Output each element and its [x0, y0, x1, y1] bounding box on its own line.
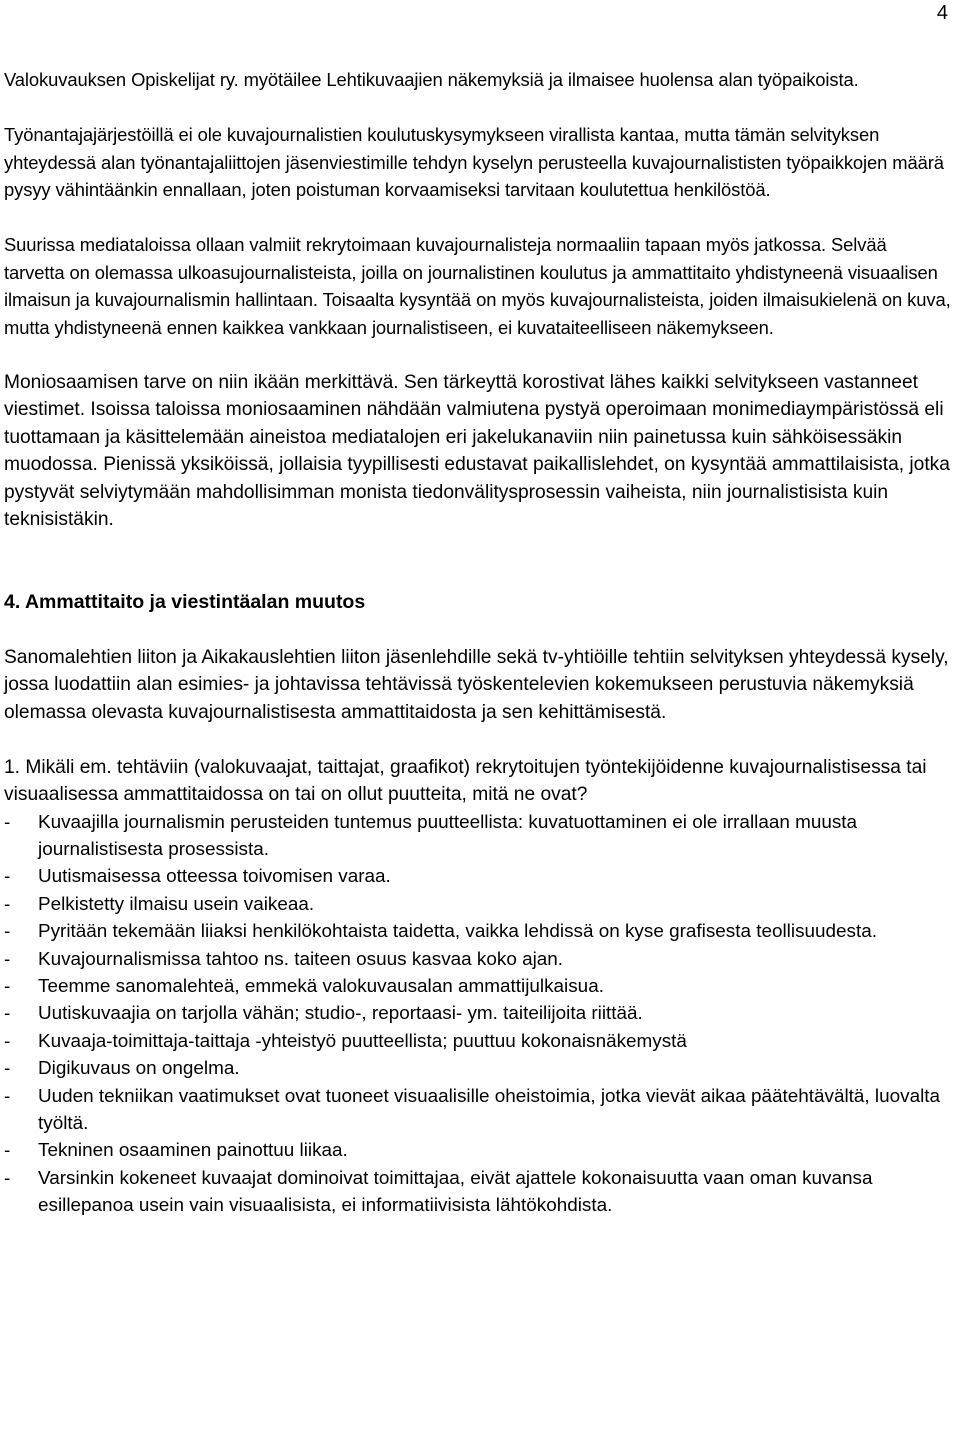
list-item	[4, 1028, 952, 1055]
list-dash: -	[4, 1085, 11, 1107]
list-item-text: Tekninen osaaminen painottuu liikaa.	[38, 1140, 348, 1162]
list-item-text: Uuden tekniikan vaatimukset ovat tuoneet visuaalisille oheistoimia, jotka vievät aikaa päätehtävältä, luovalta työltä.	[38, 1085, 941, 1134]
paragraph-students-association: Valokuvauksen Opiskelijat ry. myötäilee Lehtikuvaajien näkemyksiä ja ilmaisee huolensa alan työpaikoista.	[4, 69, 859, 90]
list-item-text: Kuvajournalismissa tahtoo ns. taiteen osuus kasvaa koko ajan.	[38, 948, 564, 970]
list-item	[4, 809, 952, 864]
list-dash: -	[4, 1003, 11, 1025]
list-item-text: Kuvaaja-toimittaja-taittaja -yhteistyö puutteellista; puuttuu kokonaisnäkemystä	[38, 1030, 687, 1052]
list-dash: -	[4, 811, 11, 833]
paragraph-large-media-houses: Suurissa mediataloissa ollaan valmiit rekrytoimaan kuvajournalisteja normaaliin tapaan myös jatkossa. Selvää tarvetta on olemassa ulkoasujournalisteista, joilla on journalistinen koulutus ja ammattitaito yhdistyneenä visuaalisen ilmaisun ja kuvajournalismin hallintaan. Toisaalta kysyntää on myös kuvajournalisteista, joiden ilmaisukielenä on kuva, mutta yhdistyneenä ennen kaikkea vankkaan journalistiseen, ei kuvataiteelliseen näkemykseen.	[4, 234, 951, 338]
list-dash: -	[4, 1058, 11, 1080]
list-item-text: Digikuvaus on ongelma.	[38, 1058, 240, 1080]
list-item	[4, 918, 952, 945]
list-item	[4, 1083, 952, 1138]
answers-list	[4, 809, 952, 1220]
list-item	[4, 1165, 952, 1220]
document-body	[4, 66, 952, 1220]
list-item-text: Uutismaisessa otteessa toivomisen varaa.	[38, 866, 391, 888]
list-item	[4, 946, 952, 973]
list-item-text: Kuvaajilla journalismin perusteiden tuntemus puutteellista: kuvatuottaminen ei ole irrallaan muusta journalistisesta prosessista.	[38, 811, 858, 860]
list-item-text: Varsinkin kokeneet kuvaajat dominoivat toimittajaa, eivät ajattele kokonaisuutta vaan oman kuvansa esillepanoa usein vain visuaalisista, ei informatiivisista lähtökohdista.	[38, 1167, 873, 1217]
list-item-text: Uutiskuvaajia on tarjolla vähän; studio-, reportaasi- ym. taiteilijoita riittää.	[38, 1003, 643, 1025]
list-item-text: Pelkistetty ilmaisu usein vaikeaa.	[38, 893, 315, 915]
list-dash: -	[4, 1167, 11, 1189]
list-item-text: Pyritään tekemään liiaksi henkilökohtaista taidetta, vaikka lehdissä on kyse grafisesta teollisuudesta.	[38, 921, 877, 943]
list-dash: -	[4, 1140, 11, 1162]
list-dash: -	[4, 921, 11, 943]
list-item	[4, 1055, 952, 1082]
list-item	[4, 863, 952, 890]
list-dash: -	[4, 948, 11, 970]
section-heading: 4. Ammattitaito ja viestintäalan muutos	[4, 590, 366, 613]
paragraph-multiskilling: Moniosaamisen tarve on niin ikään merkittävä. Sen tärkeyttä korostivat lähes kaikki selvitykseen vastanneet viestimet. Isoissa taloissa moniosaaminen nähdään valmiutena pystyä operoimaan monimediaympäristössä eli tuottamaan ja käsittelemään aineistoa mediatalojen eri jakelukanaviin niin painetussa kuin sähköisessäkin muodossa. Pienissä yksiköissä, jollaisia tyypillisesti edustavat paikallislehdet, on kysyntää ammattilaisista, jotka pystyvät selviytymään mahdollisimman monista tiedonvälitysprosessin vaiheista, niin journalistisista kuin teknisistäkin.	[4, 371, 950, 530]
list-dash: -	[4, 893, 11, 915]
list-item-text: Teemme sanomalehteä, emmekä valokuvausalan ammattijulkaisua.	[38, 975, 604, 997]
list-item	[4, 1137, 952, 1164]
list-item	[4, 891, 952, 918]
survey-question: 1. Mikäli em. tehtäviin (valokuvaajat, taittajat, graafikot) rekrytoitujen työntekijöidenne kuvajournalistisessa tai visuaalisessa ammattitaidossa on tai on ollut puutteita, mitä ne ovat?	[4, 756, 927, 805]
list-dash: -	[4, 1030, 11, 1052]
paragraph-employer-organisations: Työnantajajärjestöillä ei ole kuvajournalistien koulutuskysymykseen virallista kantaa, mutta tämän selvityksen yhteydessä alan työnantajaliittojen jäsenviestimille tehdyn kyselyn perusteella kuvajournalististen työpaikkojen määrä pysyy vähintäänkin ennallaan, joten poistuman korvaamiseksi tarvitaan koulutettua henkilöstöä.	[4, 124, 944, 200]
section-intro-paragraph: Sanomalehtien liiton ja Aikakauslehtien liiton jäsenlehdille sekä tv-yhtiöille tehtiin selvityksen yhteydessä kysely, jossa luodattiin alan esimies- ja johtavissa tehtävissä työskentelevien kokemukseen perustuvia näkemyksiä olemassa olevasta kuvajournalistisesta ammattitaidosta ja sen kehittämisestä.	[4, 646, 949, 723]
list-item	[4, 973, 952, 1000]
list-item	[4, 1000, 952, 1027]
list-dash: -	[4, 866, 11, 888]
list-dash: -	[4, 975, 11, 997]
page-number: 4	[936, 2, 948, 24]
